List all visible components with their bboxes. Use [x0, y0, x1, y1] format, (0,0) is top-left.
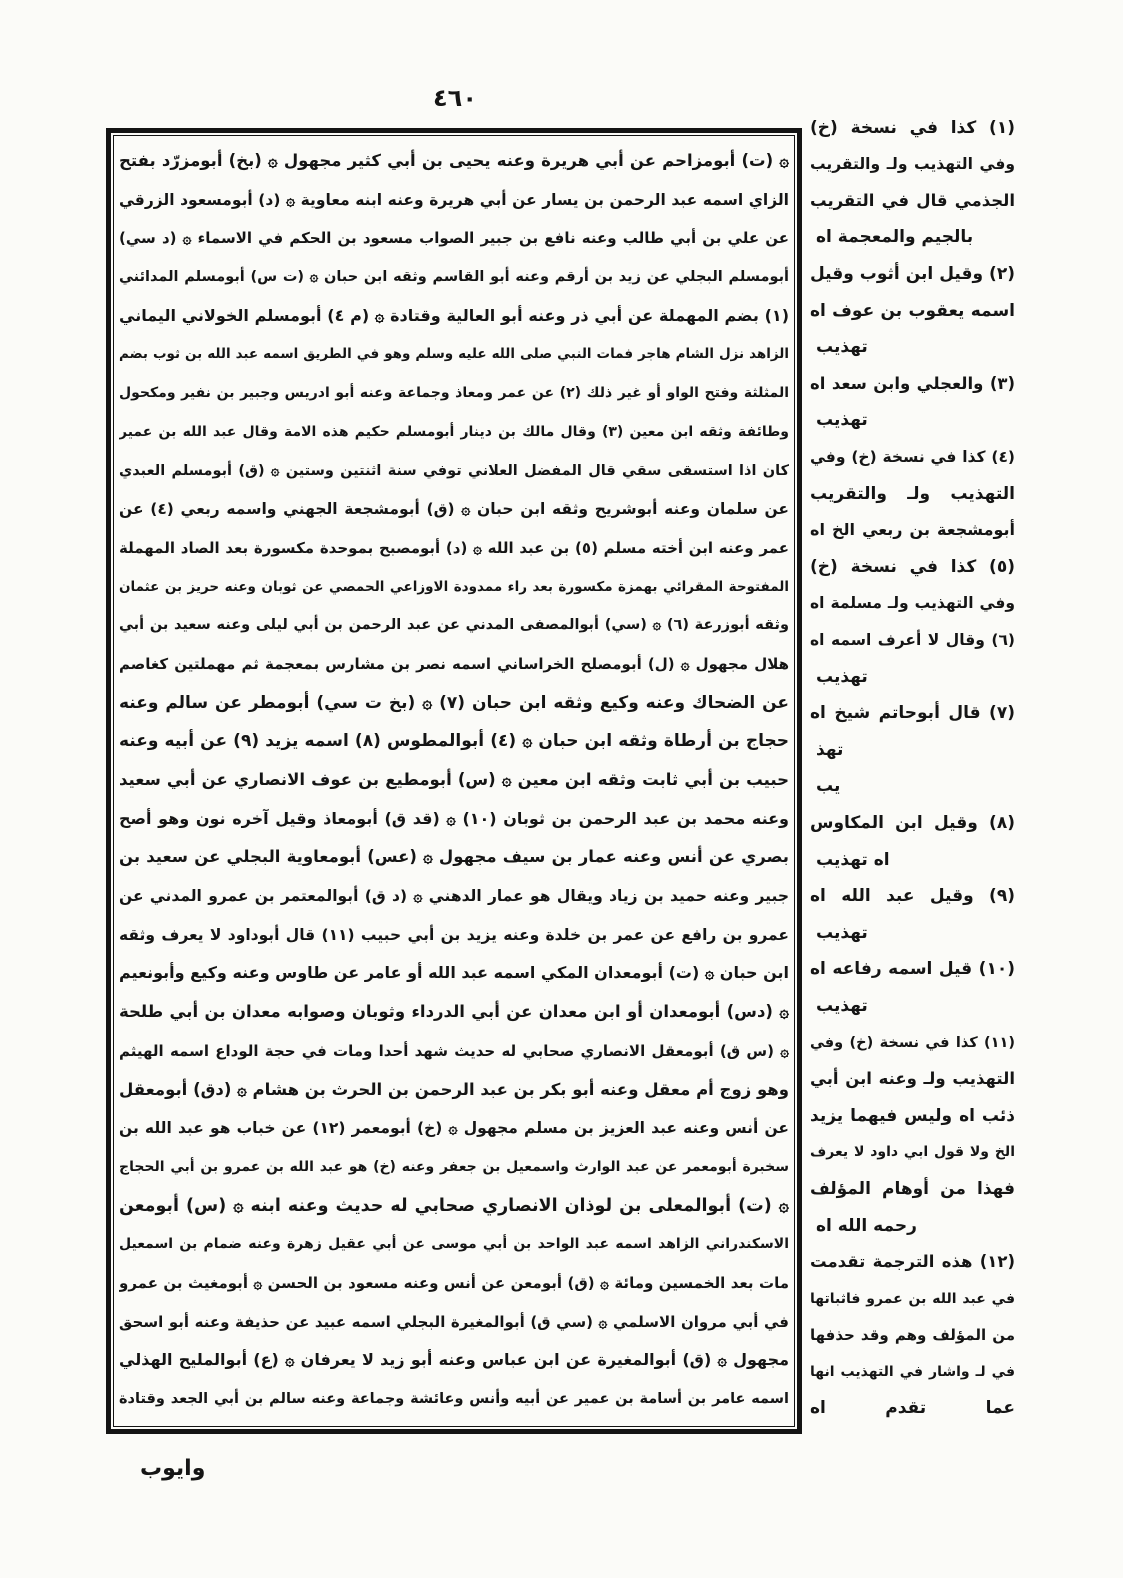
note-line: (٥) كذا في نسخة (خ) — [810, 556, 1015, 577]
page-number: ٤٦٠ — [433, 84, 477, 112]
main-text-line: الزاهد نزل الشام هاجر فمات النبي صلى الله عليه وسلم وهو في الطريق اسمه عبد الله بن ثوب بضم — [119, 346, 789, 363]
main-text-line: ۞ (ت) أبومزاحم عن أبي هريرة وعنه يحيى بن أبي كثير مجهول ۞ (بخ) أبومزرّد بفتح — [119, 151, 789, 170]
note-line: رحمه الله اه — [816, 1215, 917, 1236]
main-text-line: عن الضحاك وعنه وكيع وثقه ابن حبان (٧) ۞ (بخ ت سي) أبومطر عن سالم وعنه — [119, 692, 789, 713]
main-text-block — [119, 142, 789, 1419]
main-text-line: ۞ (س ق) أبومعقل الانصاري صحابي له حديث شهد أحدا ومات في حجة الوداع اسمه الهيثم — [119, 1041, 789, 1060]
main-text-line: عن سلمان وعنه أبوشريح وثقه ابن حبان ۞ (ق) أبومشجعة الجهني واسمه ربعي (٤) عن — [119, 500, 789, 519]
note-line: في لـ واشار في التهذيب انها — [810, 1363, 1015, 1380]
note-line: (١٠) قيل اسمه رفاعه اه — [810, 959, 1015, 980]
note-line: (٣) والعجلي وابن سعد اه — [810, 373, 1015, 393]
note-line: التهذيب ولـ والتقريب — [810, 483, 1015, 504]
main-text-line: جبير وعنه حميد بن زياد ويقال هو عمار الدهني ۞ (د ق) أبوالمعتمر بن عمرو المدني عن — [119, 887, 789, 906]
note-line: عما تقدم اه — [810, 1398, 1015, 1419]
main-text-line: مجهول ۞ (ق) أبوالمغيرة عن ابن عباس وعنه أبو زيد لا يعرفان ۞ (ع) أبوالمليح الهذلي — [119, 1350, 789, 1370]
note-line: (١٢) هذه الترجمة تقدمت — [810, 1252, 1015, 1272]
note-line: وفي التهذيب ولـ مسلمة اه — [810, 594, 1015, 613]
main-text-line: عمرو بن رافع عن عمر بن خلدة وعنه يزيد بن أبي حبيب (١١) قال أبوداود لا يعرف وثقه — [119, 925, 789, 944]
main-text-line: وطائفة وثقه ابن معين (٣) وقال مالك بن دينار أبومسلم حكيم هذه الامة وقال عبد الله بن عمير — [119, 423, 789, 440]
note-line: بالجيم والمعجمة اه — [816, 227, 974, 248]
note-line: تهذيب — [816, 922, 868, 943]
main-text-line: اسمه عامر بن أسامة بن عمير عن أبيه وأنس وعائشة وجماعة وعنه سالم بن أبي الجعد وقتادة — [119, 1391, 789, 1407]
main-text-line: سخبرة أبومعمر عن عبد الوارث واسمعيل بن جعفر وعنه (خ) هو عبد الله بن عمرو بن أبي الحجاج — [119, 1158, 789, 1175]
note-line: (٤) كذا في نسخة (خ) وفي — [810, 448, 1015, 467]
text-frame — [106, 128, 802, 1434]
main-text-line: أبومسلم البجلي عن زيد بن أرقم وعنه أبو القاسم وثقه ابن حبان ۞ (ت س) أبومسلم المدائني — [119, 269, 789, 286]
note-line: تهذ — [816, 739, 844, 760]
note-line: اه تهذيب — [816, 849, 890, 870]
note-line: فهذا من أوهام المؤلف — [810, 1178, 1015, 1199]
main-text-line: الزاي اسمه عبد الرحمن بن يسار عن أبي هريرة وعنه ابنه معاوية ۞ (د) أبومسعود الزرقي — [119, 190, 789, 209]
main-text-line: عن أنس وعنه عبد العزيز بن مسلم مجهول ۞ (خ) أبومعمر (١٢) عن خباب هو عبد الله بن — [119, 1119, 789, 1138]
note-line: (١١) كذا في نسخة (خ) وفي — [810, 1034, 1015, 1051]
main-text-line: بصري عن أنس وعنه عمار بن سيف مجهول ۞ (عس) أبومعاوية البجلي عن سعيد بن — [119, 847, 789, 867]
main-text-line: ۞ (دس) أبومعدان أو ابن معدان عن أبي الدرداء وثوبان وصوابه معدان بن أبي طلحة — [119, 1002, 789, 1022]
note-line: أبومشجعة بن ربعي الخ اه — [810, 520, 1015, 540]
main-text-line: وثقه أبوزرعة (٦) ۞ (سي) أبوالمصفى المدني عن عبد الرحمن بن أبي ليلى وعنه سعيد بن أبي — [119, 617, 789, 634]
note-line: تهذيب — [816, 337, 868, 358]
main-text-line: حبيب بن أبي ثابت وثقه ابن معين ۞ (س) أبومطيع بن عوف الانصاري عن أبي سعيد — [119, 770, 789, 789]
catchword: وايوب — [140, 1456, 206, 1481]
note-line: وفي التهذيب ولـ والتقريب — [810, 155, 1015, 174]
main-text-line: هلال مجهول ۞ (ل) أبومصلح الخراساني اسمه نصر بن مشارس بمعجمة ثم مهملتين كغاصم — [119, 654, 789, 673]
main-text-line: المثلثة وفتح الواو أو غير ذلك (٢) عن عمر ومعاذ وجماعة وعنه أبو ادريس وجبير بن نفير ومكحول — [119, 385, 789, 402]
note-line: الجذمي قال في التقريب — [810, 190, 1015, 210]
note-line: يب — [816, 776, 841, 797]
note-line: (٦) وقال لا أعرف اسمه اه — [810, 631, 1015, 649]
note-line: تهذيب — [816, 666, 868, 687]
note-line: (٢) وقيل ابن أثوب وقيل — [810, 264, 1015, 285]
main-text-line: مات بعد الخمسين ومائة ۞ (ق) أبومعن عن أنس وعنه مسعود بن الحسن ۞ أبومغيث بن عمرو — [119, 1273, 789, 1292]
main-text-line: وعنه محمد بن عبد الرحمن بن ثوبان (١٠) ۞ (قد ق) أبومعاذ وقيل آخره نون وهو أصح — [119, 808, 789, 828]
main-text-line: في أبي مروان الاسلمي ۞ (سي ق) أبوالمغيرة البجلي اسمه عبيد عن حذيفة وعنه أبو اسحق — [119, 1312, 789, 1331]
main-text-line: الاسكندراني الزاهد اسمه عبد الواحد بن أبي موسى عن أبي عقيل زهرة وعنه ضمام بن اسمعيل — [119, 1236, 789, 1253]
main-text-line: وهو زوج أم معقل وعنه أبو بكر بن عبد الرحمن بن الحرث بن هشام ۞ (دق) أبومعقل — [119, 1079, 789, 1099]
main-text-line: (١) بضم المهملة عن أبي ذر وعنه أبو العالية وقتادة ۞ (م ٤) أبومسلم الخولاني اليماني — [119, 305, 789, 325]
main-text-line: المفتوحة المقرائي بهمزة مكسورة بعد راء ممدودة الاوزاعي الحمصي عن ثوبان وعنه حريز بن عثمان — [119, 578, 789, 595]
note-line: من المؤلف وهم وقد حذفها — [810, 1326, 1015, 1345]
main-text-line: ۞ (ت) أبوالمعلى بن لوذان الانصاري صحابي له حديث وعنه ابنه ۞ (س) أبومعن — [119, 1195, 789, 1216]
main-text-line: عن علي بن أبي طالب وعنه نافع بن جبير الصواب مسعود بن الحكم في الاسماء ۞ (د سي) — [119, 229, 789, 248]
note-line: (٧) قال أبوحاتم شيخ اه — [810, 703, 1015, 724]
main-text-line: حجاج بن أرطاة وثقه ابن حبان ۞ (٤) أبوالمطوس (٨) اسمه يزيد (٩) عن أبيه وعنه — [119, 731, 789, 752]
note-line: تهذيب — [816, 995, 868, 1016]
note-line: التهذيب ولـ وعنه ابن أبي — [810, 1069, 1015, 1089]
note-line: ذئب اه وليس فيهما يزيد — [810, 1105, 1015, 1126]
main-text-line: ابن حبان ۞ (ت) أبومعدان المكي اسمه عبد الله أو عامر عن طاوس وعنه وكيع وأبونعيم — [119, 963, 789, 983]
note-line: تهذيب — [816, 410, 868, 431]
main-text-line: كان اذا استسقى سقي قال المفضل العلاني توفي سنة اثنتين وستين ۞ (ق) أبومسلم العبدي — [119, 462, 789, 479]
note-line: (٨) وقيل ابن المكاوس — [810, 812, 1015, 833]
note-line: (١) كذا في نسخة (خ) — [810, 117, 1015, 138]
note-line: (٩) وقيل عبد الله اه — [810, 886, 1015, 907]
main-text-line: عمر وعنه ابن أخته مسلم (٥) بن عبد الله ۞ (د) أبومصبح بموحدة مكسورة بعد الصاد المهملة — [119, 538, 789, 557]
note-line: في عبد الله بن عمرو فاثباتها — [810, 1290, 1015, 1307]
note-line: الخ ولا قول ابي داود لا يعرف — [810, 1144, 1015, 1161]
note-line: اسمه يعقوب بن عوف اه — [810, 300, 1015, 321]
margin-notes — [810, 110, 1015, 1427]
